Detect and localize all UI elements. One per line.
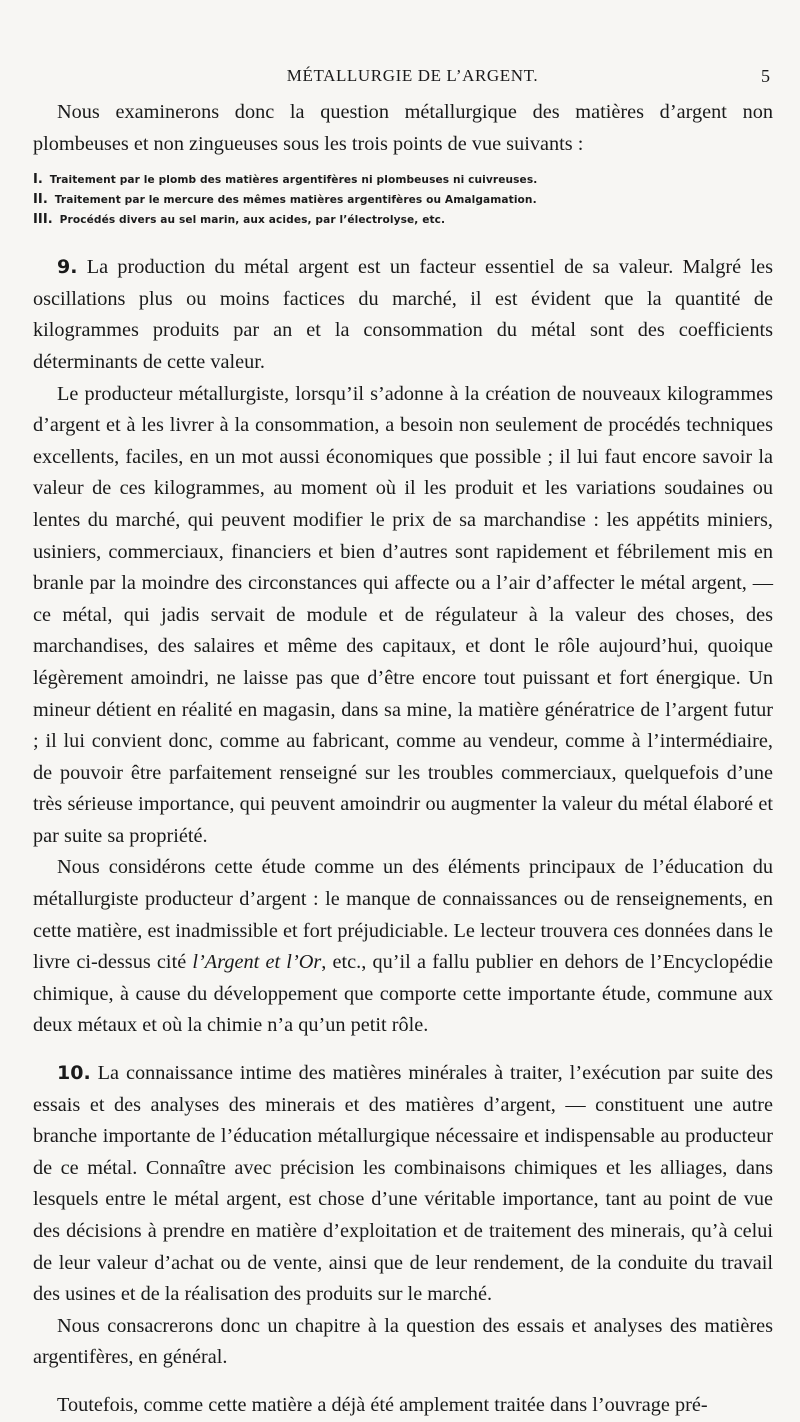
section-9-paragraph-3 xyxy=(33,852,773,1042)
list-numeral: I. xyxy=(33,172,43,188)
list-text: Procédés divers au sel marin, aux acides, par l’électrolyse, etc. xyxy=(59,214,446,227)
page-header xyxy=(55,66,770,92)
spacer xyxy=(33,1374,773,1390)
paragraph-text: Nous considérons cette étude comme un des éléments principaux de l’éducation du métallurgiste producteur d’argent : le manque de connaissances ou de renseignements, en cette matière, est inadmissible et fort préjudiciable. Le lecteur trouvera ces données dans le livre ci-dessus cité xyxy=(33,856,773,974)
method-list xyxy=(33,170,773,230)
list-numeral: II. xyxy=(33,192,48,208)
section-10-paragraph-2: Nous consacrerons donc un chapitre à la question des essais et analyses des matières argentifères, en général. xyxy=(33,1314,773,1369)
list-text: Traitement par le mercure des mêmes matières argentifères ou Amalgamation. xyxy=(54,194,537,207)
page-body xyxy=(33,97,773,1422)
list-numeral: III. xyxy=(33,212,53,228)
list-text: Traitement par le plomb des matières argentifères ni plombeuses ni cuivreuses. xyxy=(49,174,538,187)
spacer xyxy=(33,238,773,252)
section-number: 10. xyxy=(57,1062,91,1085)
paragraph-text: La production du métal argent est un facteur essentiel de sa valeur. Malgré les oscillations plus ou moins factices du marché, il est évident que la quantité de kilogrammes produits par an et la consommation du métal sont des coefficients déterminants de cette valeur. xyxy=(33,256,773,373)
book-title: l’Argent et l’Or xyxy=(192,951,322,974)
intro-paragraph: Nous examinerons donc la question métallurgique des matières d’argent non plombeuses et non zingueuses sous les trois points de vue suivants : xyxy=(33,101,773,155)
paragraph-text: , etc., qu’il a fallu publier en dehors de l’Encyclopédie chimique, à cause du développement que comporte cette importante étude, commune aux deux métaux et où la chimie n’a qu’un petit rôle. xyxy=(33,951,773,1037)
section-9-paragraph-2: Le producteur métallurgiste, lorsqu’il s’adonne à la création de nouveaux kilogrammes d’argent et à les livrer à la consommation, a besoin non seulement de procédés techniques excellents, faciles, en un mot aussi économiques que possible ; il lui faut encore savoir la valeur de ces kilogrammes, au moment où il les produit et les variations soudaines ou lentes du marché, qui peuvent modifier le prix de sa marchandise : les appétits miniers, usiniers, commerciaux, financiers et bien d’autres sont rapidement et fébrilement mis en branle par la moindre des circonstances qui affecte ou a l’air d’affecter le métal argent, — ce métal, qui jadis servait de module et de régulateur à la valeur des choses, des marchandises, des salaires et même des capitaux, et dont le rôle aujourd’hui, quoique légèrement amoindri, ne laisse pas que d’être encore tout puissant et fort énergique. Un mineur détient en réalité en magasin, dans sa mine, la matière génératrice de l’argent futur ; il lui convient donc, comme au fabricant, comme au vendeur, comme à l’intermédiaire, de pouvoir être parfaitement renseigné sur les troubles commerciaux, quelquefois d’une très sérieuse importance, qui peuvent amoindrir ou augmenter la valeur du métal élaboré et par suite sa propriété. xyxy=(33,382,773,847)
list-item xyxy=(33,210,773,230)
section-number: 9. xyxy=(57,256,78,279)
spacer xyxy=(33,1042,773,1058)
list-item xyxy=(33,190,773,210)
list-item xyxy=(33,170,773,190)
running-title: MÉTALLURGIE DE L’ARGENT. xyxy=(286,66,539,85)
section-9-paragraph-1 xyxy=(33,252,773,378)
paragraph-text: La connaissance intime des matières minérales à traiter, l’exécution par suite des essais et des analyses des minerais et des matières d’argent, — constituent une autre branche importante de l’éducation métallurgique nécessaire et indispensable au producteur de ce métal. Connaître avec précision les combinaisons chimiques et les alliages, dans lesquels entre le métal argent, est chose d’une véritable importance, tant au point de vue des décisions à prendre en matière d’exploitation et de traitement des minerais, qu’à celui de leur valeur d’achat ou de vente, ainsi que de leur rendement, de la conduite du travail des usines et de la réalisation des produits sur le marché. xyxy=(33,1062,773,1306)
section-10-paragraph-1 xyxy=(33,1058,773,1311)
closing-line: Toutefois, comme cette matière a déjà été amplement traitée dans l’ouvrage pré- xyxy=(57,1393,708,1416)
page-number: 5 xyxy=(761,66,770,86)
